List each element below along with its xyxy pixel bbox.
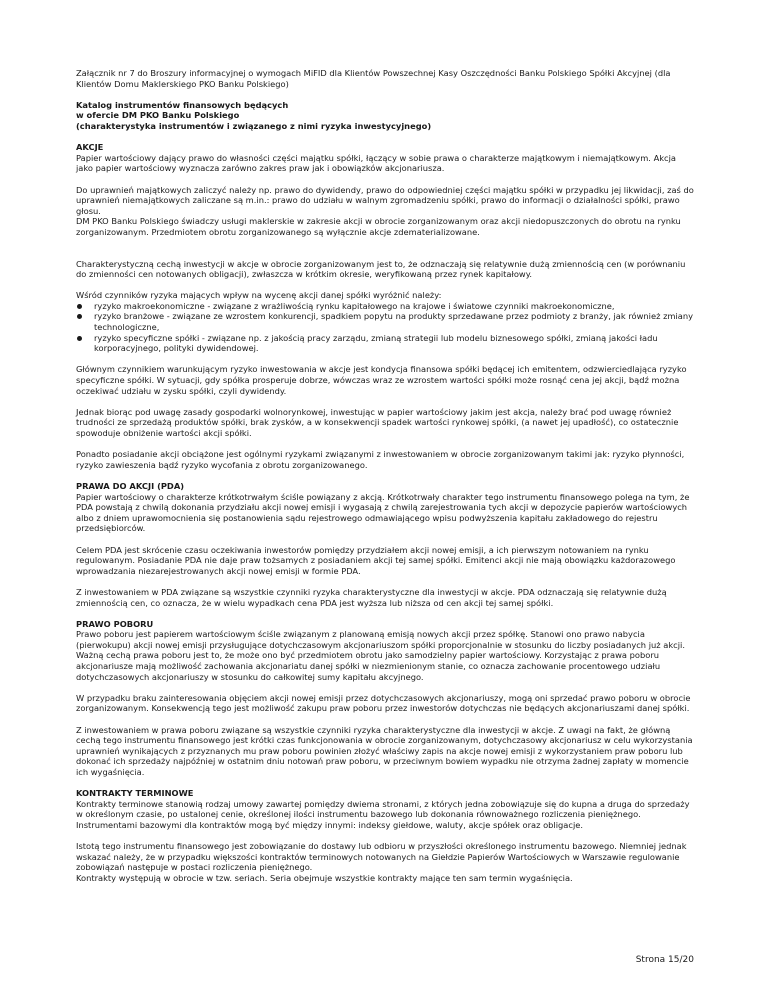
pda-paragraph-3: Z inwestowaniem w PDA związane są wszystkie czynniki ryzyka charakterystyczne dla inwestycji w akcje. PDA odznaczają się relatywnie dużą zmiennością cen, co oznacza, że w wielu wypadkach cena PDA jest wyższa lub niższa od cen akcji tej samej spółki. bbox=[76, 586, 667, 608]
akcje-paragraph-2: Do uprawnień majątkowych zaliczyć należy np. prawo do dywidendy, prawo do odpowiedniej części majątku spółki w przypadku jej likwidacji, zaś do uprawnień niemajątkowych zaliczane są m.in.: prawo do udziału w walnym zgromadzeniu spółki, prawo do informacji o działalności spółki, prawo głosu. bbox=[76, 184, 694, 216]
risk-list bbox=[76, 301, 694, 354]
kontrakty-paragraph-3: Kontrakty występują w obrocie w tzw. seriach. Seria obejmuje wszystkie kontrakty mające ten sam termin wygaśnięcia. bbox=[76, 872, 573, 883]
section-heading-pda: PRAWA DO AKCJI (PDA) bbox=[76, 480, 185, 491]
prawo-poboru-paragraph-2: W przypadku braku zainteresowania objęciem akcji nowej emisji przez dotychczasowych akcjonariuszy, mogą oni sprzedać prawo poboru w obrocie zorganizowanym. Konsekwencją tego jest możliwość zakupu praw poboru przez inwestorów dotychczas nie będących akcjonariuszami danej spółki. bbox=[76, 692, 691, 714]
page-number: Strona 15/20 bbox=[635, 955, 694, 965]
prawo-poboru-paragraph-1: Prawo poboru jest papierem wartościowym ściśle związanym z planowaną emisją nowych akcji przez spółkę. Stanowi ono prawo nabycia (pierwokupu) akcji nowej emisji przysługujące dotychczasowym akcjonariuszom spółki proporcjonalnie w stosunku do liczby posiadanych już akcji. Ważną cechą prawa poboru jest to, że może ono być przedmiotem obrotu jako samodzielny papier wartościowy. Korzystając z prawa poboru akcjonariusze mają możliwość zachowania akcjonariatu danej spółki w niezmienionym stanie, co oznacza zachowanie procentowego udziału dotychczasowych akcjonariuszy w stosunku do całkowitej sumy kapitału akcyjnego. bbox=[76, 629, 685, 682]
kontrakty-paragraph-2: Istotą tego instrumentu finansowego jest zobowiązanie do dostawy lub odbioru w przyszłości określonego instrumentu bazowego. Niemniej jednak wskazać należy, że w przypadku większości kontraktów terminowych notowanych na Giełdzie Papierów Wartościowych w Warszawie regulowanie zobowiązań następuje w postaci rozliczenia pieniężnego. bbox=[76, 841, 687, 873]
risk-text: ryzyko makroekonomiczne - związane z wrażliwością rynku kapitałowego na krajowe i światowe czynniki makroekonomiczne, bbox=[94, 300, 615, 311]
akcje-paragraph-6: Jednak biorąc pod uwagę zasady gospodarki wolnorynkowej, inwestując w papier wartościowy jakim jest akcja, należy brać pod uwagę również trudności ze sprzedażą produktów spółki, brak zysków, a w konsekwencji spadek wartości rynkowej spółki, (a nawet jej upadłość), co ostatecznie spowoduje obniżenie wartości akcji spółki. bbox=[76, 406, 679, 438]
attachment-note: Załącznik nr 7 do Broszury informacyjnej o wymogach MiFID dla Klientów Powszechnej Kasy Oszczędności Banku Polskiego Spółki Akcyjnej (dla Klientów Domu Maklerskiego PKO Banku Polskiego) bbox=[76, 68, 671, 89]
risk-list-item bbox=[76, 311, 694, 332]
catalog-title-line1: Katalog instrumentów finansowych będących bbox=[76, 99, 289, 110]
risk-intro: Wśród czynników ryzyka mających wpływ na wycenę akcji danej spółki wyróżnić należy: bbox=[76, 290, 442, 301]
risk-list-item bbox=[76, 333, 694, 354]
pda-paragraph-1: Papier wartościowy o charakterze krótkotrwałym ściśle powiązany z akcją. Krótkotrwały charakter tego instrumentu finansowego polega na tym, że PDA powstają z chwilą dokonania przydziału akcji nowej emisji i wygasają z chwilą zarejestrowania tych akcji w depozycie papierów wartościowych albo z dniem uprawomocnienia się postanowienia sądu rejestrowego odmawiającego wpisu podwyższenia kapitału zakładowego do rejestru przedsiębiorców. bbox=[76, 491, 690, 534]
risk-list-item bbox=[76, 301, 694, 312]
akcje-paragraph-7: Ponadto posiadanie akcji obciążone jest ogólnymi ryzykami związanymi z inwestowaniem w obrocie zorganizowanym takimi jak: ryzyko płynności, ryzyko zawieszenia bądź ryzyko wycofania z obrotu zorganizowanego. bbox=[76, 449, 685, 470]
catalog-title-line3: (charakterystyka instrumentów i związanego z nimi ryzyka inwestycyjnego) bbox=[76, 120, 432, 131]
section-heading-prawo-poboru: PRAWO POBORU bbox=[76, 618, 154, 629]
kontrakty-paragraph-1: Kontrakty terminowe stanowią rodzaj umowy zawartej pomiędzy dwiema stronami, z których jedna zobowiązuje się do kupna a druga do sprzedaży w określonym czasie, po ustalonej cenie, określonej ilości instrumentu bazowego lub dokonania równoważnego rozliczenia pieniężnego. Instrumentami bazowymi dla kontraktów mogą być między innymi: indeksy giełdowe, waluty, akcje spółek oraz obligacje. bbox=[76, 798, 690, 830]
bullet-icon bbox=[77, 314, 82, 319]
risk-text: ryzyko specyficzne spółki - związane np. z jakością pracy zarządu, zmianą strategii lub modelu biznesowego spółki, zmianą jakości ładu korporacyjnego, polityki dywidendowej. bbox=[94, 332, 658, 354]
document-page bbox=[76, 68, 694, 884]
prawo-poboru-paragraph-3: Z inwestowaniem w prawa poboru związane są wszystkie czynniki ryzyka charakterystyczne dla inwestycji w akcje. Z uwagi na fakt, że główną cechą tego instrumentu finansowego jest krótki czas funkcjonowania w obrocie zorganizowanym, dotychczasowy akcjonariusz w celu wykorzystania uprawnień wynikających z przyznanych mu praw poboru powinien złożyć właściwy zapis na akcje nowej emisji z wykorzystaniem praw poboru lub dokonać ich sprzedaży najpóźniej w ostatnim dniu notowań praw poboru, w przeciwnym bowiem wypadku nie otrzyma żadnej zapłaty w momencie ich wygaśnięcia. bbox=[76, 724, 693, 777]
catalog-title-line2: w ofercie DM PKO Banku Polskiego bbox=[76, 110, 240, 121]
akcje-paragraph-5: Głównym czynnikiem warunkującym ryzyko inwestowania w akcje jest kondycja finansowa spółki będącej ich emitentem, odzwierciedlająca ryzyko specyficzne spółki. W sytuacji, gdy spółka prosperuje dobrze, wówczas wraz ze wzrostem wartości spółki może rosnąć cena jej akcji, bądź można oczekiwać udziału w zysku spółki, czyli dywidendy. bbox=[76, 364, 687, 396]
akcje-paragraph-4: Charakterystyczną cechą inwestycji w akcje w obrocie zorganizowanym jest to, że odznaczają się relatywnie dużą zmiennością cen (w porównaniu do zmienności cen notowanych obligacji), zwłaszcza w krótkim okresie, weryfikowaną przez rynek kapitałowy. bbox=[76, 258, 686, 280]
section-heading-akcje: AKCJE bbox=[76, 142, 104, 153]
akcje-paragraph-1: Papier wartościowy dający prawo do własności części majątku spółki, łączący w sobie prawa o charakterze majątkowym i niemajątkowym. Akcja jako papier wartościowy wyznacza zarówno zakres praw jak i obowiązków akcjonariusza. bbox=[76, 152, 677, 174]
risk-text: ryzyko branżowe - związane ze wzrostem konkurencji, spadkiem popytu na produkty sprzedawane przez podmioty z branży, jak również zmiany technologiczne, bbox=[94, 311, 694, 333]
bullet-icon bbox=[77, 336, 82, 341]
pda-paragraph-2: Celem PDA jest skrócenie czasu oczekiwania inwestorów pomiędzy przydziałem akcji nowej emisji, a ich pierwszym notowaniem na rynku regulowanym. Posiadanie PDA nie daje praw tożsamych z posiadaniem akcji tej samej spółki. Emitenci akcji nie mają obowiązku każdorazowego wprowadzania niezarejestrowanych akcji nowej emisji w formie PDA. bbox=[76, 544, 676, 576]
section-heading-kontrakty: KONTRAKTY TERMINOWE bbox=[76, 788, 194, 799]
akcje-paragraph-3: DM PKO Banku Polskiego świadczy usługi maklerskie w zakresie akcji w obrocie zorganizowanym oraz akcji niedopuszczonych do obrotu na rynku zorganizowanym. Przedmiotem obrotu zorganizowanego są wyłącznie akcje zdematerializowane. bbox=[76, 216, 681, 237]
bullet-icon bbox=[77, 304, 82, 309]
